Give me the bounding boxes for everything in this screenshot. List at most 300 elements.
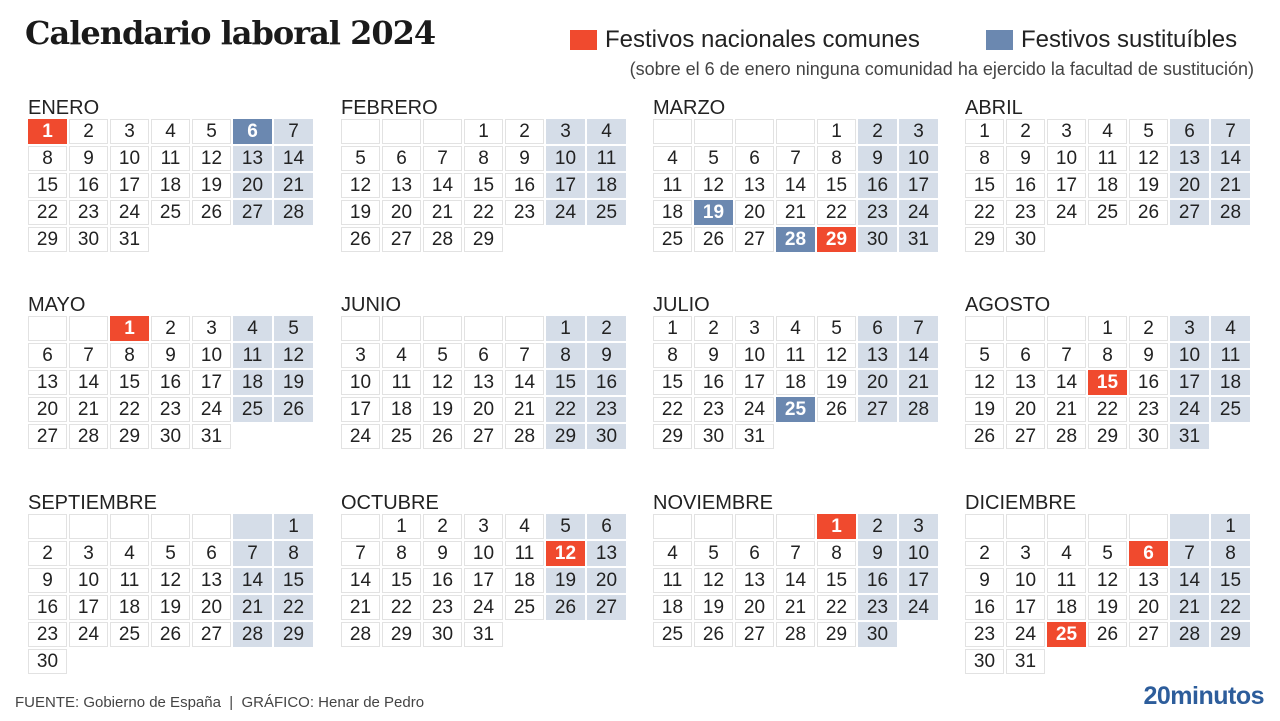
day-cell: 9 [69,146,108,171]
empty-day-cell [28,316,67,341]
day-cell: 12 [274,343,313,368]
day-cell: 5 [423,343,462,368]
day-cell: 2 [694,316,733,341]
day-cell: 20 [587,568,626,593]
day-cell: 14 [69,370,108,395]
day-cell: 4 [1088,119,1127,144]
month-octubre [341,491,631,647]
month-name: OCTUBRE [341,492,439,514]
day-cell: 28 [899,397,938,422]
day-cell: 30 [858,227,897,252]
day-cell: 23 [1129,397,1168,422]
day-cell: 15 [546,370,585,395]
day-cell: 5 [546,514,585,539]
day-cell: 30 [694,424,733,449]
day-cell: 17 [899,568,938,593]
day-cell: 13 [464,370,503,395]
substitutable-holiday-cell: 25 [776,397,815,422]
day-cell: 16 [1129,370,1168,395]
day-cell: 21 [899,370,938,395]
empty-spacer [151,227,190,252]
day-cell: 12 [965,370,1004,395]
day-cell: 27 [1170,200,1209,225]
day-cell: 19 [817,370,856,395]
day-cell: 30 [587,424,626,449]
day-cell: 4 [776,316,815,341]
day-cell: 14 [776,568,815,593]
day-cell: 19 [274,370,313,395]
day-cell: 7 [341,541,380,566]
day-cell: 1 [1088,316,1127,341]
empty-day-cell [110,514,149,539]
day-cell: 9 [28,568,67,593]
day-cell: 21 [341,595,380,620]
day-cell: 18 [1088,173,1127,198]
day-cell: 24 [192,397,231,422]
empty-spacer [858,424,897,449]
empty-day-cell [423,119,462,144]
empty-day-cell [69,316,108,341]
day-cell: 15 [817,568,856,593]
day-cell: 14 [776,173,815,198]
legend-national [570,26,920,54]
day-cell: 28 [776,622,815,647]
day-cell: 13 [858,343,897,368]
day-cell: 26 [546,595,585,620]
day-cell: 12 [1129,146,1168,171]
day-cell: 25 [1211,397,1250,422]
day-cell: 7 [505,343,544,368]
legend-national-label: Festivos nacionales comunes [605,26,920,53]
day-cell: 14 [423,173,462,198]
day-cell: 26 [274,397,313,422]
day-cell: 12 [817,343,856,368]
day-cell: 26 [1129,200,1168,225]
month-name: JUNIO [341,294,401,316]
day-cell: 21 [423,200,462,225]
day-cell: 2 [858,119,897,144]
empty-spacer [1047,227,1086,252]
day-cell: 10 [192,343,231,368]
day-cell: 2 [1006,119,1045,144]
empty-day-cell [694,119,733,144]
day-cell: 18 [505,568,544,593]
empty-day-cell [965,316,1004,341]
day-cell: 11 [505,541,544,566]
day-cell: 11 [1211,343,1250,368]
day-cell: 8 [965,146,1004,171]
day-cell: 1 [382,514,421,539]
day-cell: 12 [192,146,231,171]
empty-day-cell [694,514,733,539]
day-cell: 16 [965,595,1004,620]
day-cell: 28 [233,622,272,647]
day-cell: 8 [382,541,421,566]
day-cell: 12 [341,173,380,198]
month-name: ABRIL [965,97,1023,119]
empty-spacer [192,649,231,674]
empty-spacer [1170,227,1209,252]
empty-spacer [546,622,585,647]
day-cell: 29 [1211,622,1250,647]
day-cell: 27 [192,622,231,647]
day-cell: 3 [464,514,503,539]
national-holiday-cell: 12 [546,541,585,566]
legend-note: (sobre el 6 de enero ninguna comunidad ha ejercido la facultad de sustitución) [629,59,1254,79]
day-cell: 10 [899,146,938,171]
day-cell: 20 [464,397,503,422]
day-cell: 14 [233,568,272,593]
day-cell: 15 [817,173,856,198]
day-cell: 13 [192,568,231,593]
day-cell: 7 [274,119,313,144]
day-cell: 25 [587,200,626,225]
national-holiday-cell: 15 [1088,370,1127,395]
source-credit: FUENTE: Gobierno de España | GRÁFICO: Henar de Pedro [15,694,425,711]
day-cell: 16 [587,370,626,395]
day-cell: 7 [233,541,272,566]
day-cell: 18 [151,173,190,198]
day-cell: 28 [423,227,462,252]
day-cell: 9 [1129,343,1168,368]
day-cell: 19 [151,595,190,620]
day-cell: 2 [587,316,626,341]
month-mayo [28,293,318,449]
day-cell: 20 [382,200,421,225]
substitutable-holiday-cell: 28 [776,227,815,252]
empty-spacer [233,649,272,674]
month-grid [965,316,1255,449]
day-cell: 9 [965,568,1004,593]
empty-day-cell [464,316,503,341]
brand-logo: 20minutos [1143,682,1264,710]
empty-day-cell [1088,514,1127,539]
day-cell: 12 [423,370,462,395]
day-cell: 11 [776,343,815,368]
day-cell: 25 [151,200,190,225]
day-cell: 13 [233,146,272,171]
day-cell: 25 [382,424,421,449]
day-cell: 15 [464,173,503,198]
day-cell: 13 [28,370,67,395]
national-holiday-cell: 25 [1047,622,1086,647]
empty-day-cell [69,514,108,539]
day-cell: 28 [341,622,380,647]
day-cell: 17 [1170,370,1209,395]
day-cell: 24 [899,595,938,620]
day-cell: 8 [1211,541,1250,566]
day-cell: 14 [899,343,938,368]
month-name: MAYO [28,294,86,316]
day-cell: 16 [505,173,544,198]
day-cell: 10 [546,146,585,171]
national-holiday-cell: 1 [28,119,67,144]
day-cell: 14 [1047,370,1086,395]
day-cell: 2 [965,541,1004,566]
empty-spacer [587,622,626,647]
day-cell: 3 [69,541,108,566]
day-cell: 11 [653,568,692,593]
day-cell: 21 [233,595,272,620]
day-cell: 22 [28,200,67,225]
day-cell: 31 [110,227,149,252]
empty-spacer [274,424,313,449]
day-cell: 10 [1047,146,1086,171]
empty-day-cell [192,514,231,539]
empty-day-cell [965,514,1004,539]
day-cell: 10 [1006,568,1045,593]
empty-spacer [274,227,313,252]
day-cell: 28 [505,424,544,449]
day-cell: 27 [735,622,774,647]
day-cell: 23 [28,622,67,647]
day-cell: 26 [965,424,1004,449]
month-junio [341,293,631,449]
day-cell: 9 [858,541,897,566]
day-cell: 11 [1047,568,1086,593]
day-cell: 8 [28,146,67,171]
day-cell: 21 [274,173,313,198]
day-cell: 16 [69,173,108,198]
day-cell: 23 [858,595,897,620]
empty-spacer [233,424,272,449]
day-cell: 28 [1211,200,1250,225]
empty-day-cell [151,514,190,539]
day-cell: 14 [1170,568,1209,593]
day-cell: 6 [1006,343,1045,368]
day-cell: 17 [899,173,938,198]
empty-day-cell [735,514,774,539]
day-cell: 10 [110,146,149,171]
day-cell: 5 [817,316,856,341]
day-cell: 20 [858,370,897,395]
day-cell: 26 [694,227,733,252]
day-cell: 5 [694,541,733,566]
day-cell: 16 [694,370,733,395]
day-cell: 24 [1170,397,1209,422]
empty-spacer [1211,424,1250,449]
day-cell: 18 [1211,370,1250,395]
day-cell: 17 [69,595,108,620]
day-cell: 9 [694,343,733,368]
day-cell: 6 [192,541,231,566]
day-cell: 23 [505,200,544,225]
day-cell: 27 [735,227,774,252]
day-cell: 15 [653,370,692,395]
day-cell: 22 [817,200,856,225]
month-name: ENERO [28,97,100,119]
day-cell: 7 [69,343,108,368]
empty-spacer [899,424,938,449]
day-cell: 25 [1088,200,1127,225]
day-cell: 24 [464,595,503,620]
day-cell: 24 [899,200,938,225]
day-cell: 4 [382,343,421,368]
day-cell: 8 [110,343,149,368]
empty-spacer [776,424,815,449]
national-holiday-cell: 1 [110,316,149,341]
national-holiday-cell: 1 [817,514,856,539]
day-cell: 30 [28,649,67,674]
day-cell: 26 [423,424,462,449]
day-cell: 25 [505,595,544,620]
empty-spacer [1088,649,1127,674]
day-cell: 20 [735,595,774,620]
day-cell: 21 [1047,397,1086,422]
month-grid [341,316,631,449]
day-cell: 24 [69,622,108,647]
day-cell: 30 [151,424,190,449]
day-cell: 6 [735,146,774,171]
day-cell: 3 [341,343,380,368]
day-cell: 12 [1088,568,1127,593]
day-cell: 23 [587,397,626,422]
day-cell: 24 [110,200,149,225]
day-cell: 19 [965,397,1004,422]
day-cell: 17 [1047,173,1086,198]
day-cell: 4 [653,541,692,566]
month-name: DICIEMBRE [965,492,1077,514]
empty-day-cell [341,514,380,539]
day-cell: 19 [341,200,380,225]
day-cell: 8 [546,343,585,368]
day-cell: 14 [274,146,313,171]
day-cell: 26 [817,397,856,422]
day-cell: 3 [1170,316,1209,341]
substitutable-holiday-cell: 6 [233,119,272,144]
day-cell: 23 [151,397,190,422]
empty-spacer [546,227,585,252]
day-cell: 24 [1006,622,1045,647]
day-cell: 6 [464,343,503,368]
empty-spacer [1211,649,1250,674]
empty-spacer [505,227,544,252]
day-cell: 21 [1170,595,1209,620]
day-cell: 6 [1170,119,1209,144]
day-cell: 22 [464,200,503,225]
day-cell: 19 [546,568,585,593]
empty-spacer [274,649,313,674]
day-cell: 17 [735,370,774,395]
day-cell: 14 [505,370,544,395]
empty-day-cell [505,316,544,341]
day-cell: 18 [776,370,815,395]
day-cell: 13 [587,541,626,566]
day-cell: 23 [423,595,462,620]
day-cell: 5 [1088,541,1127,566]
day-cell: 8 [464,146,503,171]
day-cell: 10 [1170,343,1209,368]
day-cell: 17 [546,173,585,198]
day-cell: 1 [546,316,585,341]
national-holiday-cell: 6 [1129,541,1168,566]
month-marzo [653,96,943,252]
day-cell: 5 [694,146,733,171]
day-cell: 29 [1088,424,1127,449]
day-cell: 22 [546,397,585,422]
empty-spacer [1129,649,1168,674]
day-cell: 11 [110,568,149,593]
day-cell: 8 [817,541,856,566]
day-cell: 1 [464,119,503,144]
day-cell: 3 [110,119,149,144]
empty-spacer [192,227,231,252]
empty-spacer [151,649,190,674]
day-cell: 16 [858,568,897,593]
day-cell: 16 [423,568,462,593]
day-cell: 20 [28,397,67,422]
day-cell: 3 [735,316,774,341]
day-cell: 1 [274,514,313,539]
day-cell: 31 [1006,649,1045,674]
day-cell: 27 [382,227,421,252]
day-cell: 21 [776,595,815,620]
empty-day-cell [1129,514,1168,539]
day-cell: 23 [1006,200,1045,225]
day-cell: 17 [192,370,231,395]
day-cell: 10 [464,541,503,566]
day-cell: 26 [151,622,190,647]
day-cell: 1 [653,316,692,341]
empty-day-cell [776,119,815,144]
empty-spacer [233,227,272,252]
day-cell: 7 [899,316,938,341]
day-cell: 7 [776,146,815,171]
month-grid [965,514,1255,674]
day-cell: 16 [151,370,190,395]
day-cell: 29 [28,227,67,252]
day-cell: 15 [274,568,313,593]
day-cell: 13 [1129,568,1168,593]
empty-spacer [69,649,108,674]
day-cell: 11 [587,146,626,171]
day-cell: 12 [694,568,733,593]
day-cell: 17 [464,568,503,593]
month-septiembre [28,491,318,674]
day-cell: 4 [151,119,190,144]
day-cell: 30 [69,227,108,252]
month-grid [653,119,943,252]
day-cell: 5 [274,316,313,341]
day-cell: 29 [965,227,1004,252]
empty-day-cell [28,514,67,539]
day-cell: 26 [694,622,733,647]
day-cell: 8 [817,146,856,171]
day-cell: 18 [1047,595,1086,620]
day-cell: 3 [546,119,585,144]
day-cell: 29 [382,622,421,647]
day-cell: 27 [28,424,67,449]
day-cell: 3 [899,514,938,539]
day-cell: 22 [382,595,421,620]
month-febrero [341,96,631,252]
day-cell: 25 [653,622,692,647]
day-cell: 29 [274,622,313,647]
month-grid [341,514,631,647]
day-cell: 24 [735,397,774,422]
day-cell: 3 [899,119,938,144]
day-cell: 19 [192,173,231,198]
day-cell: 31 [192,424,231,449]
day-cell: 25 [653,227,692,252]
month-grid [28,316,318,449]
day-cell: 9 [858,146,897,171]
day-cell: 22 [653,397,692,422]
day-cell: 19 [694,595,733,620]
day-cell: 10 [69,568,108,593]
day-cell: 29 [464,227,503,252]
day-cell: 22 [817,595,856,620]
